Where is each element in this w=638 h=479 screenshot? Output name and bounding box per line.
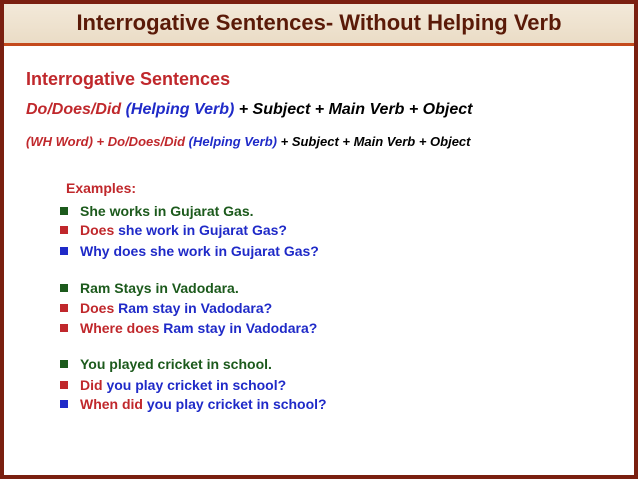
example-item-9: [60, 396, 327, 412]
example-item-2: [60, 222, 287, 238]
example-3-part-1: Why does she work in Gujarat Gas?: [80, 243, 319, 259]
bullet-icon: [60, 381, 68, 389]
example-item-5: [60, 300, 272, 316]
example-2-part-1: Does: [80, 222, 115, 238]
bullet-icon: [60, 324, 68, 332]
example-7-part-1: You played cricket in school.: [80, 356, 272, 372]
bullet-icon: [60, 247, 68, 255]
example-8-part-1: Did: [80, 377, 103, 393]
example-5-part-2: Ram stay in Vadodara?: [114, 300, 273, 316]
formula-1-part-3: + Subject + Main Verb + Object: [234, 101, 473, 118]
bullet-icon: [60, 207, 68, 215]
example-6-part-1: Where does: [80, 320, 160, 336]
formula-line-2: [26, 134, 471, 149]
example-item-7: [60, 356, 272, 372]
example-item-8: [60, 377, 286, 393]
formula-2-part-3: (Helping Verb): [185, 134, 277, 149]
example-9-part-2: you play cricket in school?: [143, 396, 327, 412]
bullet-icon: [60, 226, 68, 234]
formula-2-part-2: Do/Does/Did: [107, 134, 186, 149]
bullet-icon: [60, 400, 68, 408]
example-4-part-1: Ram Stays in Vadodara.: [80, 280, 239, 296]
example-9-part-1: When did: [80, 396, 143, 412]
formula-2-part-4: + Subject + Main Verb + Object: [277, 134, 471, 149]
example-1-part-1: She works in Gujarat Gas.: [80, 203, 254, 219]
bullet-icon: [60, 304, 68, 312]
section-heading: Interrogative Sentences: [26, 69, 231, 89]
example-2-part-2: she work in Gujarat Gas?: [114, 222, 287, 238]
formula-2-part-1: (WH Word) +: [26, 134, 108, 149]
example-item-4: [60, 280, 239, 296]
slide-title: Interrogative Sentences- Without Helping Verb: [76, 10, 562, 35]
title-bar: [4, 4, 634, 46]
bullet-icon: [60, 284, 68, 292]
example-item-1: [60, 203, 254, 219]
example-item-3: [60, 243, 319, 259]
formula-1-part-2: (Helping Verb): [121, 101, 235, 118]
example-8-part-2: you play cricket in school?: [102, 377, 287, 393]
example-item-6: [60, 320, 317, 336]
bullet-icon: [60, 360, 68, 368]
example-5-part-1: Does: [80, 300, 115, 316]
formula-1-part-1: Do/Does/Did: [26, 101, 122, 118]
formula-line-1: [26, 101, 472, 119]
examples-label: Examples:: [66, 180, 137, 196]
example-6-part-2: Ram stay in Vadodara?: [159, 320, 318, 336]
